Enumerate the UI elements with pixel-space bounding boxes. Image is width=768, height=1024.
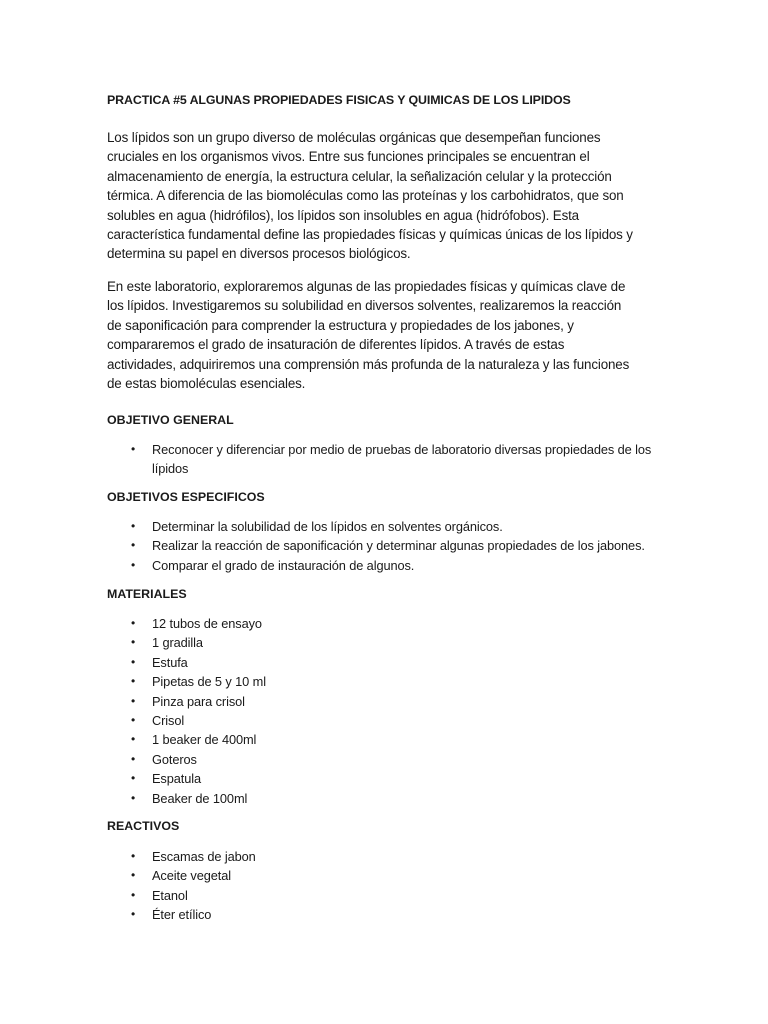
bullet-icon: •: [131, 654, 136, 669]
paragraph-line: almacenamiento de energía, la estructura celular, la señalización celular y la protección: [107, 168, 612, 184]
paragraph-line: característica fundamental define las propiedades físicas y químicas únicas de los lípidos y: [107, 227, 633, 243]
list-item: [107, 730, 266, 749]
list-item-line: Reconocer y diferenciar por medio de pruebas de laboratorio diversas propiedades de los: [152, 442, 652, 457]
bullet-icon: •: [131, 849, 136, 863]
list-item-text: Goteros: [152, 751, 197, 767]
bullet-icon: •: [131, 732, 136, 747]
list-item-text: 12 tubos de ensayo: [152, 616, 262, 631]
list-item-text: Pipetas de 5 y 10 ml: [152, 674, 266, 690]
intro-paragraph-1: [107, 128, 659, 264]
bullet-icon: •: [131, 790, 136, 805]
reactivos-heading: REACTIVOS: [107, 819, 180, 833]
list-item: [107, 692, 266, 711]
objetivos-especificos-list: [107, 517, 645, 575]
objetivo-general-heading: OBJETIVO GENERAL: [107, 413, 234, 427]
list-item: [107, 711, 266, 730]
list-item: [107, 517, 645, 536]
bullet-icon: •: [131, 751, 136, 766]
list-item: [107, 866, 256, 885]
intro-paragraph-2: [107, 277, 659, 393]
bullet-icon: •: [131, 616, 136, 630]
list-item: [107, 847, 256, 866]
document-page: [107, 0, 659, 1024]
list-item-line: lípidos: [152, 461, 189, 476]
paragraph-line: En este laboratorio, exploraremos algunas de las propiedades físicas y químicas clave de: [107, 279, 626, 294]
list-item-text: Determinar la solubilidad de los lípidos en solventes orgánicos.: [152, 519, 503, 534]
list-item-text: Etanol: [152, 887, 188, 903]
list-item: [107, 556, 645, 575]
paragraph-line: cruciales en los organismos vivos. Entre sus funciones principales se encuentran el: [107, 149, 590, 165]
list-item-text: Comparar el grado de instauración de algunos.: [152, 557, 415, 573]
paragraph-line: actividades, adquiriremos una comprensión más profunda de la naturaleza y las funciones: [107, 356, 630, 372]
paragraph-line: determina su papel en diversos procesos biológicos.: [107, 246, 411, 262]
list-item-text: Realizar la reacción de saponificación y determinar algunas propiedades de los jabones.: [152, 538, 645, 554]
objetivos-especificos-heading: OBJETIVOS ESPECIFICOS: [107, 490, 265, 504]
bullet-icon: •: [131, 674, 136, 689]
bullet-icon: •: [131, 442, 136, 456]
bullet-icon: •: [131, 519, 136, 533]
paragraph-line: compararemos el grado de insaturación de diferentes lípidos. A través de estas: [107, 337, 565, 353]
list-item-text: Beaker de 100ml: [152, 790, 248, 806]
paragraph-line: Los lípidos son un grupo diverso de moléculas orgánicas que desempeñan funciones: [107, 130, 601, 145]
list-item: [107, 905, 256, 924]
list-item: [107, 633, 266, 652]
list-item-text: Crisol: [152, 713, 185, 729]
list-item: [107, 769, 266, 788]
document-title: PRACTICA #5 ALGUNAS PROPIEDADES FISICAS Y QUIMICAS DE LOS LIPIDOS: [107, 93, 571, 107]
paragraph-line: solubles en agua (hidrófilos), los lípidos son insolubles en agua (hidrófobos). Esta: [107, 207, 579, 223]
bullet-icon: •: [131, 907, 136, 922]
bullet-icon: •: [131, 887, 136, 902]
list-item: [107, 672, 266, 691]
paragraph-line: los lípidos. Investigaremos su solubilidad en diversos solventes, realizaremos la reacción: [107, 298, 622, 314]
bullet-icon: •: [131, 771, 136, 786]
paragraph-line: de estas biomoléculas esenciales.: [107, 376, 306, 392]
bullet-icon: •: [131, 635, 136, 650]
paragraph-line: térmica. A diferencia de las biomoléculas como las proteínas y los carbohidratos, que son: [107, 188, 624, 204]
list-item-text: 1 gradilla: [152, 635, 203, 651]
list-item-text: Aceite vegetal: [152, 868, 231, 884]
objetivo-general-list: [107, 440, 651, 478]
bullet-icon: •: [131, 868, 136, 883]
list-item-text: Escamas de jabon: [152, 849, 256, 864]
bullet-icon: •: [131, 557, 136, 572]
list-item: [107, 789, 266, 808]
paragraph-line: de saponificación para comprender la estructura y propiedades de los jabones, y: [107, 317, 574, 333]
list-item-text: Pinza para crisol: [152, 693, 245, 709]
materiales-heading: MATERIALES: [107, 587, 187, 601]
list-item-text: 1 beaker de 400ml: [152, 732, 257, 748]
bullet-icon: •: [131, 538, 136, 553]
list-item: [107, 536, 645, 555]
list-item-text: Éter etílico: [152, 907, 212, 923]
bullet-icon: •: [131, 693, 136, 708]
reactivos-list: [107, 847, 256, 925]
list-item: [107, 614, 266, 633]
list-item: [107, 653, 266, 672]
materiales-list: [107, 614, 266, 808]
list-item: [107, 750, 266, 769]
list-item: [107, 886, 256, 905]
list-item-text: Estufa: [152, 654, 188, 670]
list-item: [107, 440, 651, 478]
list-item-text: Espatula: [152, 771, 202, 787]
bullet-icon: •: [131, 713, 136, 728]
